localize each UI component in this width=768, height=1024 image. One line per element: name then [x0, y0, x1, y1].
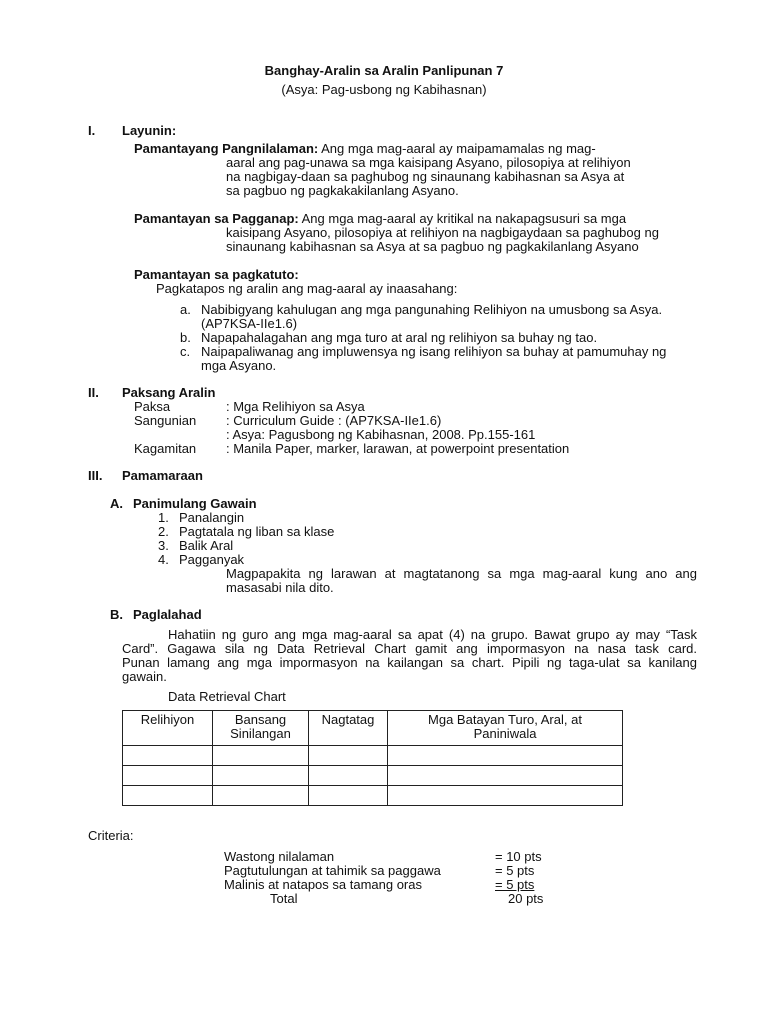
criteria-item-3-name: Malinis at natapos sa tamang oras [224, 877, 422, 892]
objective-b-text: Napapahalagahan ang mga turo at aral ng relihiyon sa buhay ng tao. [201, 330, 598, 345]
table-header-row [123, 711, 623, 746]
table-cell[interactable] [388, 786, 623, 806]
kagamitan-value: : Manila Paper, marker, larawan, at powerpoint presentation [226, 441, 570, 456]
part-b-heading: Paglalahad [133, 607, 202, 622]
part-a-letter: A. [110, 496, 123, 511]
section-1-heading: Layunin: [122, 123, 177, 138]
objective-b-marker: b. [180, 330, 191, 345]
pagganap-line3: sinaunang kabihasnan sa Asya at sa pagbuo ng pagkakilanlang Asyano [226, 239, 639, 254]
table-cell[interactable] [213, 766, 309, 786]
section-2-heading: Paksang Aralin [122, 385, 216, 400]
section-3-number: III. [88, 468, 103, 483]
pagkatuto-label: Pamantayan sa pagkatuto: [134, 267, 299, 282]
criteria-item-3-points: = 5 pts [495, 877, 535, 892]
step-3-text: Balik Aral [179, 538, 234, 553]
step-1-number: 1. [158, 510, 169, 525]
table-cell[interactable] [309, 766, 388, 786]
data-retrieval-chart [122, 710, 623, 806]
objective-c-text-cont: mga Asyano. [201, 358, 277, 373]
pangnilalaman-text: Ang mga mag-aaral ay maipamamalas ng mag- [321, 141, 596, 156]
pagkatuto-intro: Pagkatapos ng aralin ang mag-aaral ay inaasahang: [156, 281, 458, 296]
table-cell[interactable] [388, 766, 623, 786]
objective-a-text: Nabibigyang kahulugan ang mga pangunahing Relihiyon na umusbong sa Asya. [201, 302, 663, 317]
step-4-text: Pagganyak [179, 552, 245, 567]
table-row [123, 746, 623, 766]
part-b-letter: B. [110, 607, 123, 622]
header-nagtatag [309, 711, 388, 746]
table-cell[interactable] [123, 786, 213, 806]
section-3-heading: Pamamaraan [122, 468, 203, 483]
paglalahad-line4: gawain. [122, 669, 167, 684]
objective-c-text: Naipapaliwanag ang impluwensya ng isang relihiyon sa buhay at pamumuhay ng [201, 344, 667, 359]
section-1-number: I. [88, 123, 96, 138]
criteria-label: Criteria: [88, 828, 134, 843]
sanggunian-value-2: : Asya: Pagusbong ng Kabihasnan, 2008. Pp.155-161 [226, 427, 536, 442]
criteria-item-2-points: = 5 pts [495, 863, 535, 878]
kagamitan-label: Kagamitan [134, 441, 197, 456]
table-cell[interactable] [213, 746, 309, 766]
pagganyak-line2: masasabi nila dito. [226, 580, 334, 595]
paksa-label: Paksa [134, 399, 171, 414]
document-subtitle: (Asya: Pag-usbong ng Kabihasnan) [281, 82, 487, 97]
objective-a-text-cont: (AP7KSA-IIe1.6) [201, 316, 298, 331]
paglalahad-line3: Punan lamang ang mga impormasyon na kailangan sa chart. Pipili ng taga-ulat sa kanilang [122, 655, 697, 670]
paglalahad-line1: Hahatiin ng guro ang mga mag-aaral sa apat (4) na grupo. Bawat grupo ay may “Task [168, 627, 697, 642]
objective-c-marker: c. [180, 344, 191, 359]
header-batayan [388, 711, 623, 746]
header-nagtatag-text: Nagtatag [321, 712, 375, 727]
document-title: Banghay-Aralin sa Aralin Panlipunan 7 [264, 63, 504, 78]
step-2-text: Pagtatala ng liban sa klase [179, 524, 335, 539]
pagganap-text: Ang mga mag-aaral ay kritikal na nakapagsusuri sa mga [301, 211, 627, 226]
sanggunian-label: Sangunian [134, 413, 197, 428]
table-cell[interactable] [213, 786, 309, 806]
criteria-item-2-name: Pagtutulungan at tahimik sa paggawa [224, 863, 441, 878]
criteria-total-label: Total [270, 891, 298, 906]
pangnilalaman-line4: sa pagbuo ng pagkakakilanlang Asyano. [226, 183, 459, 198]
table-cell[interactable] [309, 786, 388, 806]
criteria-item-1-points: = 10 pts [495, 849, 542, 864]
pagganap-line2: kaisipang Asyano, pilosopiya at relihiyon na nagbigaydaan sa paghubog ng [226, 225, 659, 240]
pagganyak-line1: Magpapakita ng larawan at magtatanong sa mga mag-aaral kung ano ang [226, 566, 697, 581]
pangnilalaman-line1 [134, 142, 596, 156]
table-cell[interactable] [123, 766, 213, 786]
criteria-total-points: 20 pts [508, 891, 544, 906]
objective-a-marker: a. [180, 302, 191, 317]
section-2-number: II. [88, 385, 99, 400]
table-cell[interactable] [388, 746, 623, 766]
header-batayan-text: Mga Batayan Turo, Aral, at [428, 712, 582, 727]
pangnilalaman-line3: na nagbigay-daan sa paghubog ng sinaunang kabihasnan sa Asya at [226, 169, 625, 184]
pagganap-line1 [134, 212, 626, 226]
chart-title: Data Retrieval Chart [168, 689, 286, 704]
sanggunian-value: : Curriculum Guide : (AP7KSA-IIe1.6) [226, 413, 442, 428]
table-row [123, 766, 623, 786]
header-relihiyon [123, 711, 213, 746]
step-4-number: 4. [158, 552, 169, 567]
step-1-text: Panalangin [179, 510, 245, 525]
paglalahad-line2: Card”. Gagawa sila ng Data Retrieval Chart gamit ang impormasyon na nasa task card. [122, 641, 697, 656]
header-bansang-sinilangan [213, 711, 309, 746]
table-cell[interactable] [123, 746, 213, 766]
table-cell[interactable] [309, 746, 388, 766]
step-2-number: 2. [158, 524, 169, 539]
criteria-item-1-name: Wastong nilalaman [224, 849, 335, 864]
pangnilalaman-line2: aaral ang pag-unawa sa mga kaisipang Asyano, pilosopiya at relihiyon [226, 155, 631, 170]
header-bansang-text: Bansang [234, 712, 287, 727]
pangnilalaman-label: Pamantayang Pangnilalaman: [134, 141, 319, 156]
step-3-number: 3. [158, 538, 169, 553]
header-sinilangan-text: Sinilangan [230, 726, 291, 741]
paksa-value: : Mga Relihiyon sa Asya [226, 399, 365, 414]
table-row [123, 786, 623, 806]
header-paniniwala-text: Paniniwala [473, 726, 537, 741]
part-a-heading: Panimulang Gawain [133, 496, 257, 511]
pagganap-label: Pamantayan sa Pagganap: [134, 211, 299, 226]
header-relihiyon-text: Relihiyon [140, 712, 195, 727]
